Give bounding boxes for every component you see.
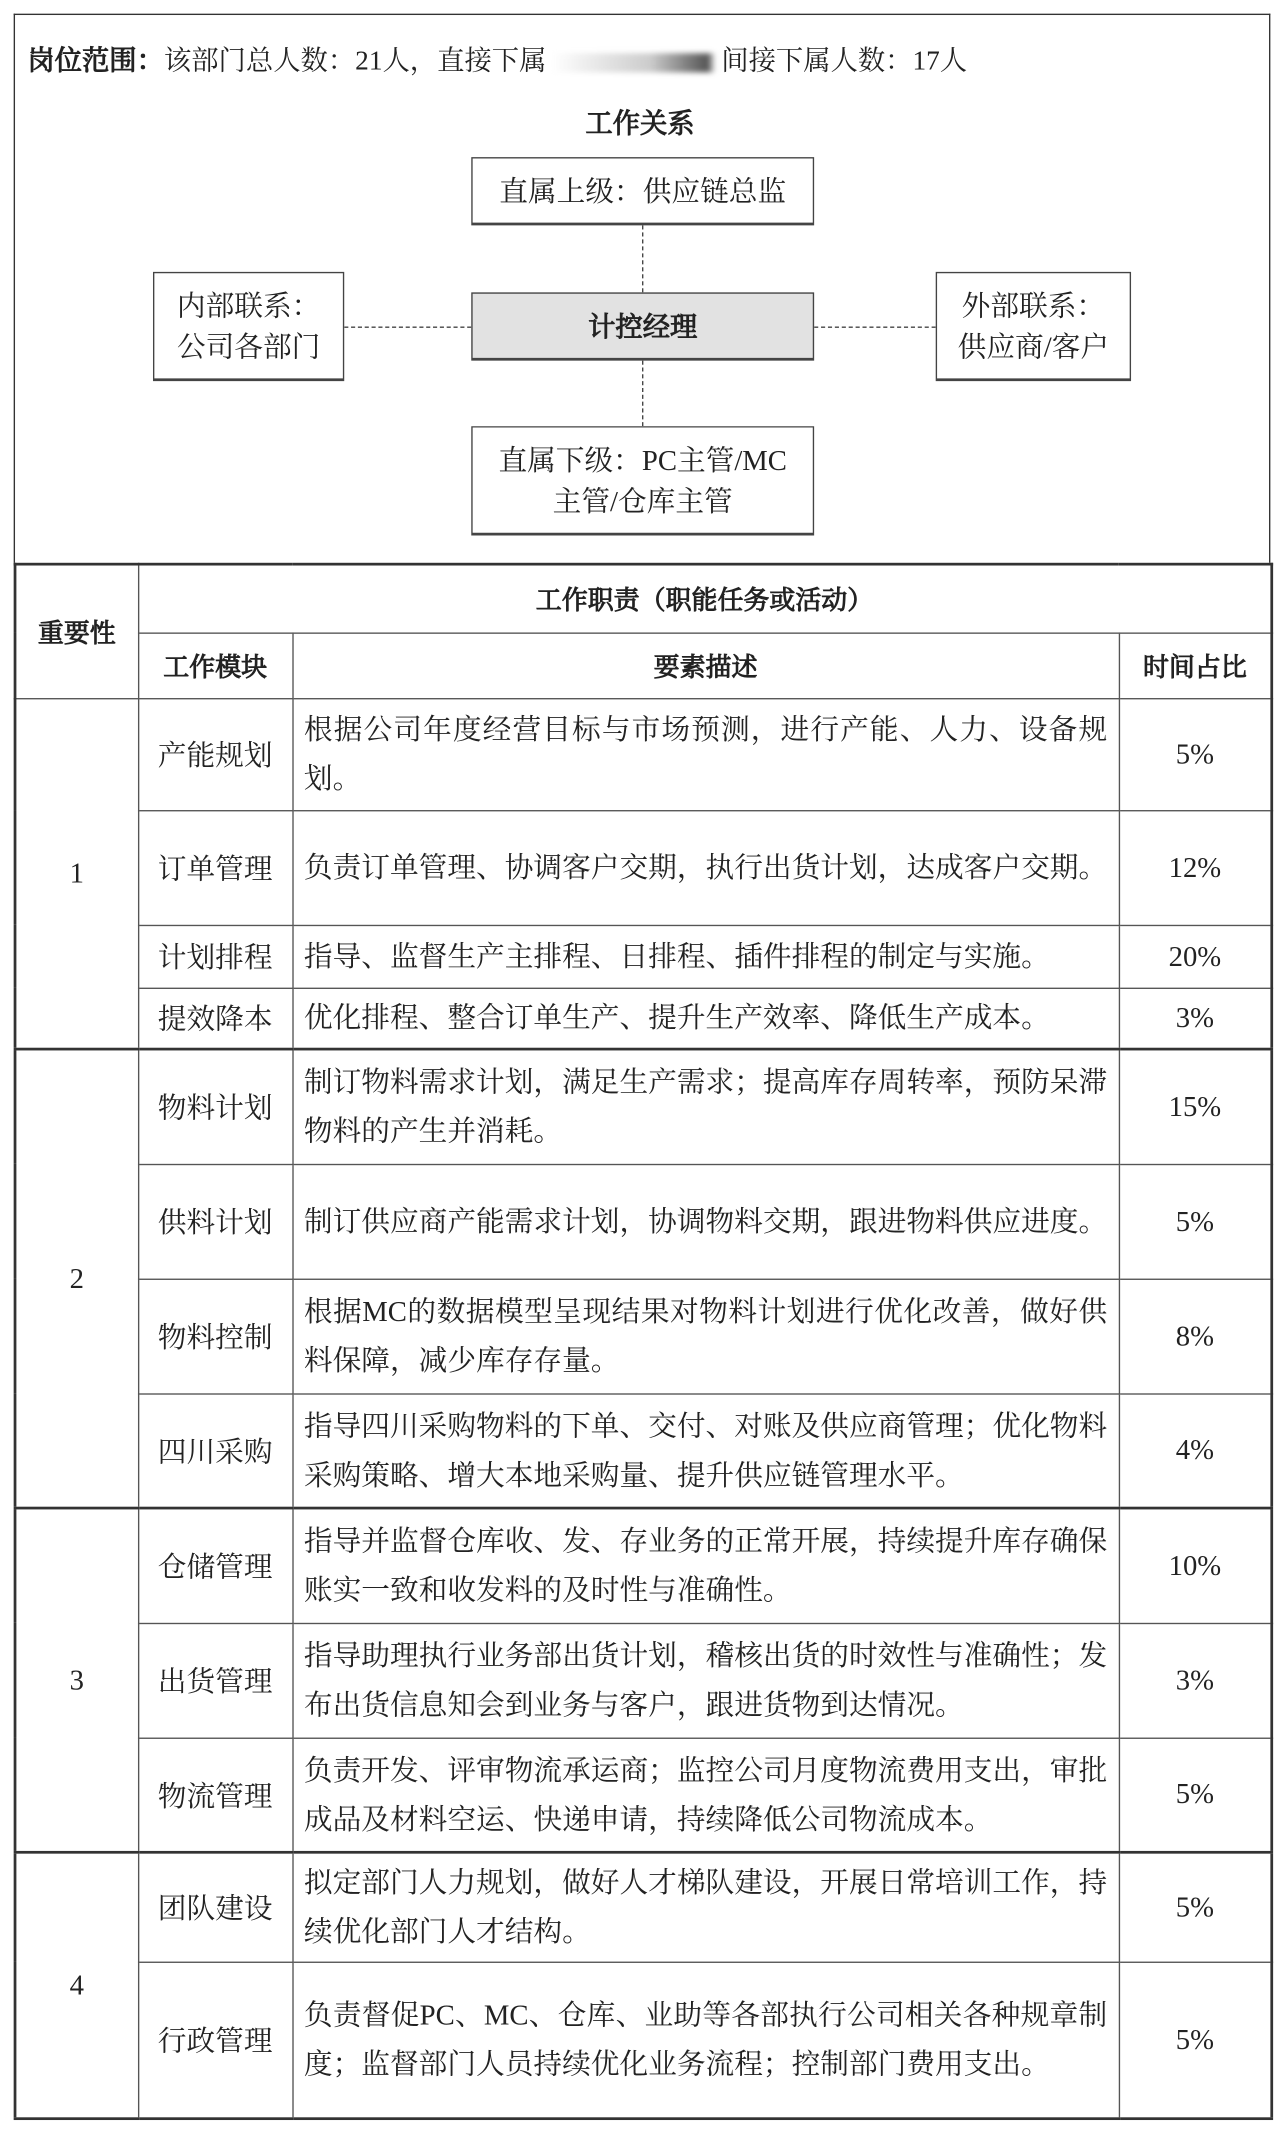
time-share-cell: 5% [1119,1962,1272,2119]
description-cell: 拟定部门人力规划，做好人才梯队建设，开展日常培训工作，持续优化部门人才结构。 [292,1852,1118,1961]
description-cell: 优化排程、整合订单生产、提升生产效率、降低生产成本。 [292,988,1118,1049]
internal-line2: 公司各部门 [176,329,321,363]
module-cell: 计划排程 [138,925,292,988]
table-row [15,1852,1272,1961]
module-cell: 产能规划 [138,698,292,810]
position-box [471,292,814,360]
subordinate-box [471,426,814,535]
header-importance: 重要性 [15,564,138,698]
module-cell: 出货管理 [138,1623,292,1738]
time-share-cell: 20% [1119,925,1272,988]
scope-direct: 该部门总人数：21人，直接下属 [163,46,547,77]
table-row [15,925,1272,988]
connector-left [344,326,471,327]
description-cell: 负责开发、评审物流承运商；监控公司月度物流费用支出，审批成品及材料空运、快递申请，持续降低公司物流成本。 [292,1738,1118,1853]
header-description: 要素描述 [292,632,1118,698]
header-module: 工作模块 [138,632,292,698]
description-cell: 指导四川采购物料的下单、交付、对账及供应商管理；优化物料采购策略、增大本地采购量、提升供应链管理水平。 [292,1393,1118,1508]
time-share-cell: 10% [1119,1508,1272,1623]
time-share-cell: 12% [1119,810,1272,925]
description-cell: 根据公司年度经营目标与市场预测，进行产能、人力、设备规划。 [292,698,1118,810]
module-cell: 团队建设 [138,1852,292,1961]
module-cell: 仓储管理 [138,1508,292,1623]
table-row [15,1164,1272,1279]
internal-contact-box [153,272,344,381]
module-cell: 订单管理 [138,810,292,925]
duties-table [14,563,1273,2120]
connector-top [642,225,643,292]
module-cell: 物流管理 [138,1738,292,1853]
table-row [15,1393,1272,1508]
table-row [15,1049,1272,1164]
header-duties: 工作职责（职能任务或活动） [138,564,1272,632]
scope-label: 岗位范围： [27,46,164,77]
time-share-cell: 5% [1119,1164,1272,1279]
importance-cell: 2 [15,1049,138,1508]
module-cell: 供料计划 [138,1164,292,1279]
table-row [15,810,1272,925]
module-cell: 四川采购 [138,1393,292,1508]
external-contact-box [936,272,1131,381]
time-share-cell: 15% [1119,1049,1272,1164]
module-cell: 提效降本 [138,988,292,1049]
time-share-cell: 4% [1119,1393,1272,1508]
description-cell: 指导并监督仓库收、发、存业务的正常开展，持续提升库存确保账实一致和收发料的及时性与准确性。 [292,1508,1118,1623]
description-cell: 指导、监督生产主排程、日排程、插件排程的制定与实施。 [292,925,1118,988]
module-cell: 物料控制 [138,1279,292,1394]
external-line1: 外部联系： [961,288,1106,322]
table-row [15,1738,1272,1853]
module-cell: 行政管理 [138,1962,292,2119]
module-cell: 物料计划 [138,1049,292,1164]
internal-line1: 内部联系： [176,288,321,322]
description-cell: 制订供应商产能需求计划，协调物料交期，跟进物料供应进度。 [292,1164,1118,1279]
position-text: 计控经理 [588,309,698,343]
superior-box [471,157,814,225]
description-cell: 指导助理执行业务部出货计划，稽核出货的时效性与准确性；发布出货信息知会到业务与客户，跟进货物到达情况。 [292,1623,1118,1738]
table-row [15,698,1272,810]
description-cell: 负责督促PC、MC、仓库、业助等各部执行公司相关各种规章制度；监督部门人员持续优化业务流程；控制部门费用支出。 [292,1962,1118,2119]
importance-cell: 1 [15,698,138,1049]
table-row [15,1962,1272,2119]
time-share-cell: 5% [1119,1738,1272,1853]
importance-cell: 3 [15,1508,138,1852]
header-time: 时间占比 [1119,632,1272,698]
time-share-cell: 5% [1119,1852,1272,1961]
position-scope [27,38,967,78]
superior-text: 直属上级：供应链总监 [499,174,787,207]
table-row [15,1508,1272,1623]
importance-cell: 4 [15,1852,138,2118]
relations-title: 工作关系 [585,106,695,140]
table-row [15,988,1272,1049]
table-row [15,1623,1272,1738]
redacted-blur [552,54,716,73]
scope-indirect: 间接下属人数：17人 [721,46,968,77]
description-cell: 根据MC的数据模型呈现结果对物料计划进行优化改善，做好供料保障，减少库存存量。 [292,1279,1118,1394]
subordinate-line1: 直属下级：PC主管/MC [498,443,787,477]
description-cell: 制订物料需求计划，满足生产需求；提高库存周转率，预防呆滞物料的产生并消耗。 [292,1049,1118,1164]
time-share-cell: 8% [1119,1279,1272,1394]
duties-body [15,698,1272,2119]
time-share-cell: 3% [1119,988,1272,1049]
subordinate-line2: 主管/仓库主管 [552,484,733,518]
time-share-cell: 5% [1119,698,1272,810]
connector-right [814,326,936,327]
description-cell: 负责订单管理、协调客户交期，执行出货计划，达成客户交期。 [292,810,1118,925]
external-line2: 供应商/客户 [957,329,1110,363]
connector-bottom [642,361,643,427]
time-share-cell: 3% [1119,1623,1272,1738]
table-row [15,1279,1272,1394]
